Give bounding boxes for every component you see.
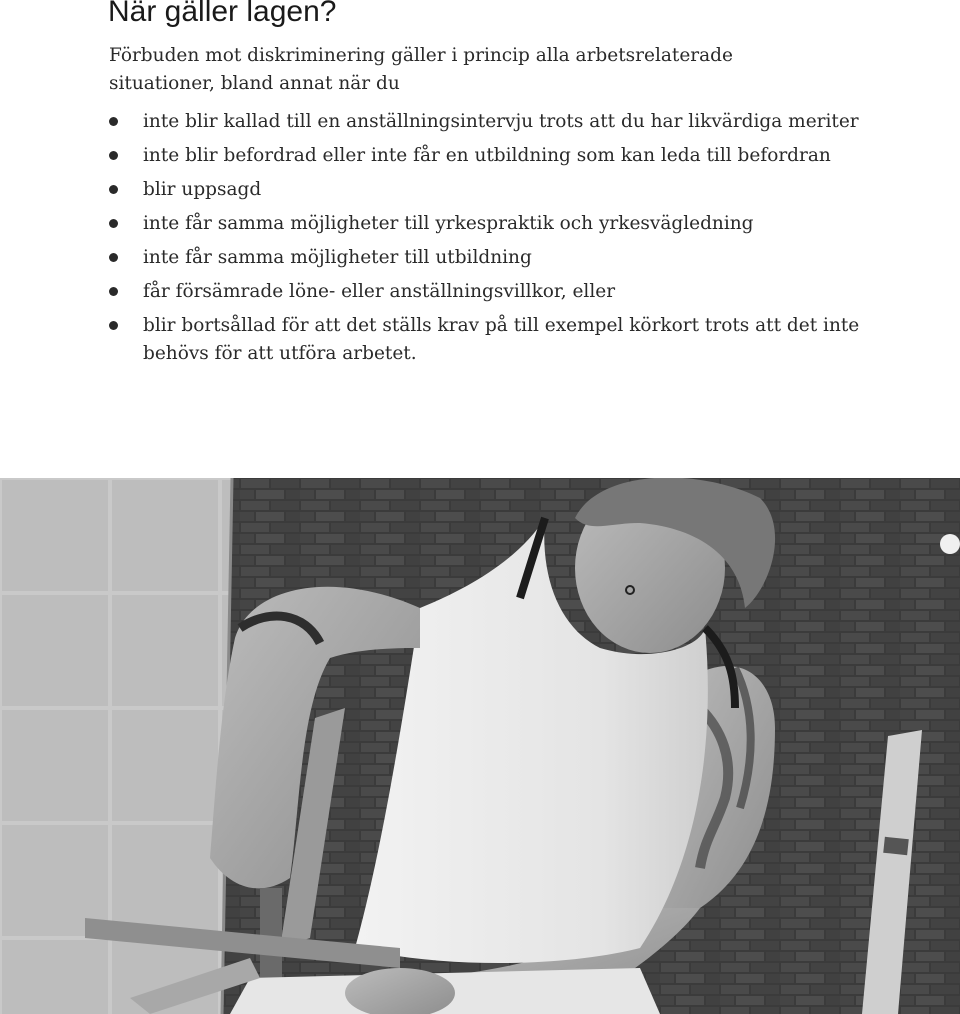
photo-worker-cutting-tile bbox=[0, 478, 960, 1014]
bullet-item bbox=[109, 142, 869, 170]
bullet-item bbox=[109, 312, 869, 368]
bullet-dot-icon bbox=[109, 321, 118, 330]
bullet-text: inte får samma möjligheter till utbildning bbox=[143, 247, 532, 268]
bullet-dot-icon bbox=[109, 117, 118, 126]
bullet-dot-icon bbox=[109, 219, 118, 228]
bullet-dot-icon bbox=[109, 287, 118, 296]
intro-paragraph: Förbuden mot diskriminering gäller i princip alla arbetsrelaterade situationer, bland annat när du bbox=[109, 45, 733, 94]
bullet-item bbox=[109, 244, 869, 272]
page-heading: När gäller lagen? bbox=[108, 0, 337, 28]
bullet-item bbox=[109, 108, 869, 136]
bullet-item bbox=[109, 278, 869, 306]
bullet-dot-icon bbox=[109, 253, 118, 262]
bullet-text: blir bortsållad för att det ställs krav på till exempel körkort trots att det inte behövs för att utföra arbetet. bbox=[143, 315, 860, 364]
bullet-text: inte får samma möjligheter till yrkespraktik och yrkesvägledning bbox=[143, 213, 754, 234]
bullet-item bbox=[109, 176, 869, 204]
bullet-text: inte blir befordrad eller inte får en utbildning som kan leda till befordran bbox=[143, 145, 831, 166]
bullet-dot-icon bbox=[109, 185, 118, 194]
bullet-list bbox=[109, 108, 869, 374]
bullet-item bbox=[109, 210, 869, 238]
bullet-text: blir uppsagd bbox=[143, 179, 262, 200]
bullet-text: får försämrade löne- eller anställningsvillkor, eller bbox=[143, 281, 616, 302]
bullet-text: inte blir kallad till en anställningsintervju trots att du har likvärdiga meriter bbox=[143, 111, 859, 132]
bullet-dot-icon bbox=[109, 151, 118, 160]
